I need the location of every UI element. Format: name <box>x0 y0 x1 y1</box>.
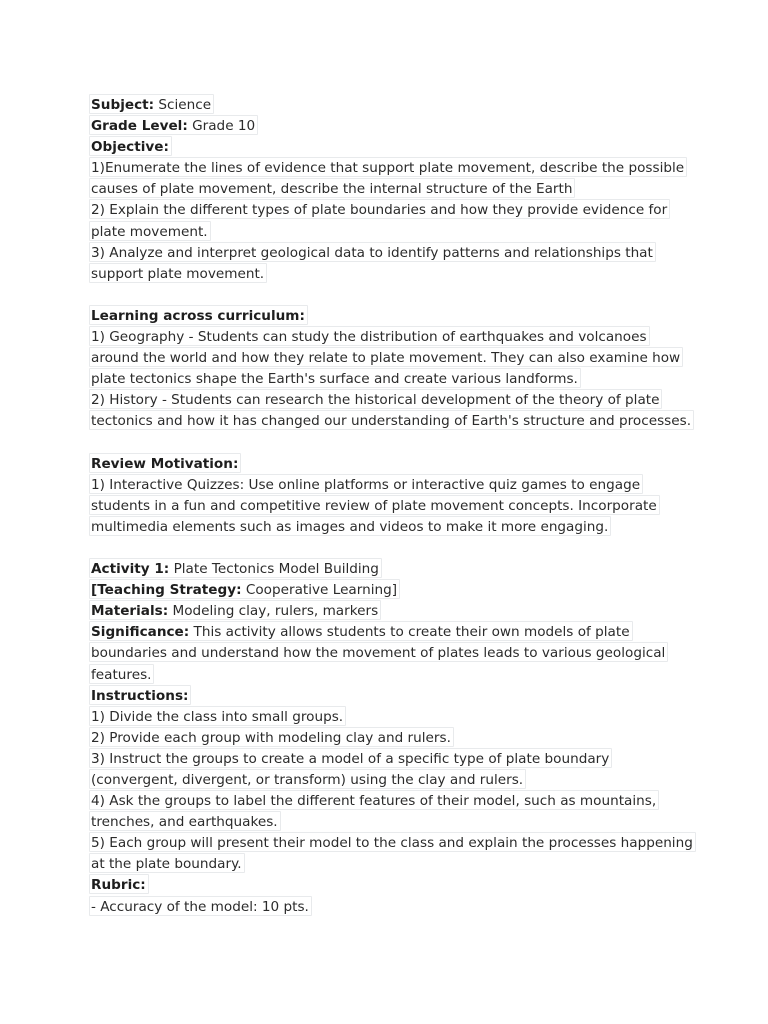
instruction-line: at the plate boundary. <box>90 853 690 874</box>
curriculum-line: around the world and how they relate to plate movement. They can also examine how <box>90 347 690 368</box>
activity-title-line <box>90 558 690 579</box>
objective-line: support plate movement. <box>90 263 690 284</box>
paragraph-gap <box>90 432 690 453</box>
objective-line: plate movement. <box>90 221 690 242</box>
curriculum-line: 2) History - Students can research the historical development of the theory of plate <box>90 389 690 410</box>
instruction-line: (convergent, divergent, or transform) using the clay and rulers. <box>90 769 690 790</box>
lesson-plan-document <box>90 94 693 917</box>
curriculum-heading: Learning across curriculum: <box>90 305 690 326</box>
teaching-strategy-label: [Teaching Strategy: <box>91 582 242 599</box>
significance-label: Significance: <box>91 624 190 641</box>
instruction-line: trenches, and earthquakes. <box>90 811 690 832</box>
curriculum-line: 1) Geography - Students can study the distribution of earthquakes and volcanoes <box>90 326 690 347</box>
review-line: students in a fun and competitive review of plate movement concepts. Incorporate <box>90 495 690 516</box>
instructions-heading: Instructions: <box>90 685 690 706</box>
materials-value: Modeling clay, rulers, markers <box>172 603 379 620</box>
objective-line: causes of plate movement, describe the internal structure of the Earth <box>90 178 690 199</box>
grade-value: Grade 10 <box>192 118 256 135</box>
teaching-strategy-value: Cooperative Learning] <box>245 582 398 599</box>
subject-value: Science <box>158 97 212 113</box>
rubric-heading: Rubric: <box>90 874 690 895</box>
objective-line: 3) Analyze and interpret geological data to identify patterns and relationships that <box>90 242 690 263</box>
paragraph-gap <box>90 284 690 305</box>
instruction-line: 4) Ask the groups to label the different features of their model, such as mountains, <box>90 790 690 811</box>
significance-text: This activity allows students to create their own models of plate <box>193 624 630 641</box>
instruction-line: 1) Divide the class into small groups. <box>90 706 690 727</box>
grade-label: Grade Level: <box>91 118 188 135</box>
instruction-line: 3) Instruct the groups to create a model of a specific type of plate boundary <box>90 748 690 769</box>
subject-line <box>90 94 690 115</box>
grade-line <box>90 115 690 136</box>
review-heading: Review Motivation: <box>90 453 690 474</box>
activity-title-value: Plate Tectonics Model Building <box>173 561 379 578</box>
review-line: multimedia elements such as images and videos to make it more engaging. <box>90 516 690 537</box>
curriculum-line: plate tectonics shape the Earth's surface and create various landforms. <box>90 368 690 389</box>
rubric-line: - Accuracy of the model: 10 pts. <box>90 896 690 917</box>
objective-line: 2) Explain the different types of plate boundaries and how they provide evidence for <box>90 199 690 220</box>
paragraph-gap <box>90 537 690 558</box>
activity-title-label: Activity 1: <box>91 561 170 578</box>
curriculum-line: tectonics and how it has changed our understanding of Earth's structure and processes. <box>90 410 690 431</box>
teaching-strategy-line <box>90 579 690 600</box>
objective-heading: Objective: <box>90 136 690 157</box>
subject-label: Subject: <box>91 97 155 113</box>
significance-line: features. <box>90 664 690 685</box>
objective-line: 1)Enumerate the lines of evidence that support plate movement, describe the possible <box>90 157 690 178</box>
instruction-line: 2) Provide each group with modeling clay and rulers. <box>90 727 690 748</box>
materials-line <box>90 600 690 621</box>
significance-line <box>90 621 690 642</box>
review-line: 1) Interactive Quizzes: Use online platforms or interactive quiz games to engage <box>90 474 690 495</box>
instruction-line: 5) Each group will present their model to the class and explain the processes happening <box>90 832 690 853</box>
significance-line: boundaries and understand how the movement of plates leads to various geological <box>90 642 690 663</box>
materials-label: Materials: <box>91 603 169 620</box>
